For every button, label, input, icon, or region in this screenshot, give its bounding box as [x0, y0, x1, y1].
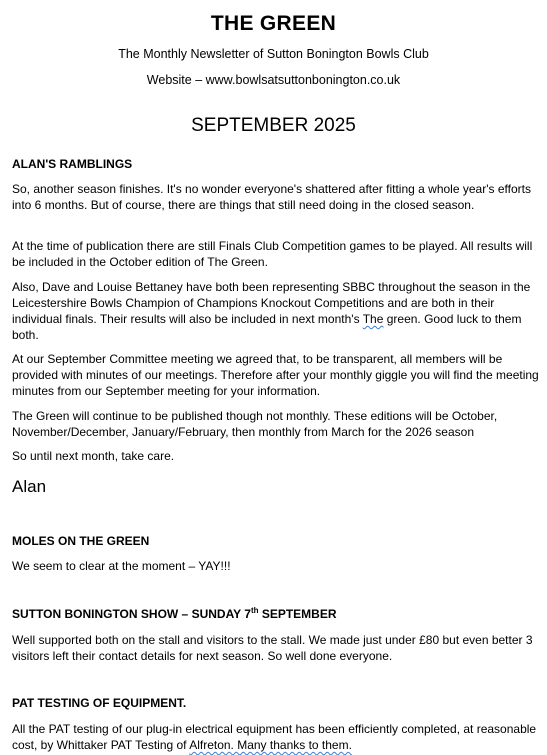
pat-paragraph-text-a: All the PAT testing of our plug-in electrical equipment has been efficiently completed, at reasonable cost, by Whittaker PAT Testing of — [12, 722, 537, 752]
ramblings-paragraph-6: So until next month, take care. — [12, 449, 175, 463]
spelling-marked-phrase: Alfreton. Many thanks to them. — [189, 738, 352, 752]
signature: Alan — [12, 477, 47, 496]
newsletter-subtitle: The Monthly Newsletter of Sutton Bonington Bowls Club — [118, 47, 429, 61]
show-paragraph: Well supported both on the stall and visitors to the stall. We made just under £80 but even better 3 visitors left their contact details for next season. So well done everyone. — [12, 633, 533, 663]
show-heading-text: SUTTON BONINGTON SHOW – SUNDAY 7 — [12, 607, 251, 621]
spelling-marked-word: The — [362, 312, 384, 326]
ramblings-paragraph-4: At our September Committee meeting we agreed that, to be transparent, all members will be provided with minutes of our meetings. Therefore after your monthly giggle you will find the meeting minutes from our September meeting for your information. — [12, 352, 539, 398]
newsletter-title: THE GREEN — [210, 12, 337, 35]
pat-heading: PAT TESTING OF EQUIPMENT. — [12, 696, 187, 710]
pat-paragraph — [12, 721, 542, 753]
ramblings-paragraph-2: At the time of publication there are still Finals Club Competition games to be played. All results will be included in the October edition of The Green. — [12, 239, 533, 269]
ramblings-heading: ALAN'S RAMBLINGS — [12, 157, 133, 171]
ramblings-paragraph-3-text-a: Also, Dave and Louise Bettaney have both been representing SBBC throughout the season in the Leicestershire Bowls Champion of Champions Knockout Competitions and are both in their individual finals. Their results will also be included in next month's — [12, 280, 531, 326]
ramblings-paragraph-5: The Green will continue to be published though not monthly. These editions will be October, November/December, January/February, then monthly from March for the 2026 season — [12, 409, 498, 439]
show-heading-ordinal: th — [250, 606, 259, 615]
ramblings-paragraph-1: So, another season finishes. It's no wonder everyone's shattered after fitting a whole year's efforts into 6 months. But of course, there are things that still need doing in the closed season. — [12, 182, 531, 212]
moles-heading: MOLES ON THE GREEN — [12, 534, 150, 548]
show-heading — [12, 606, 337, 622]
ramblings-paragraph-3 — [12, 279, 542, 343]
moles-paragraph: We seem to clear at the moment – YAY!!! — [12, 559, 231, 573]
issue-date: SEPTEMBER 2025 — [191, 115, 356, 136]
ramblings-paragraph-3-text-b: green. Good luck to them both. — [12, 312, 522, 342]
show-heading-text-end: SEPTEMBER — [258, 607, 337, 621]
website-line: Website – www.bowlsatsuttonbonington.co.uk — [146, 73, 401, 87]
